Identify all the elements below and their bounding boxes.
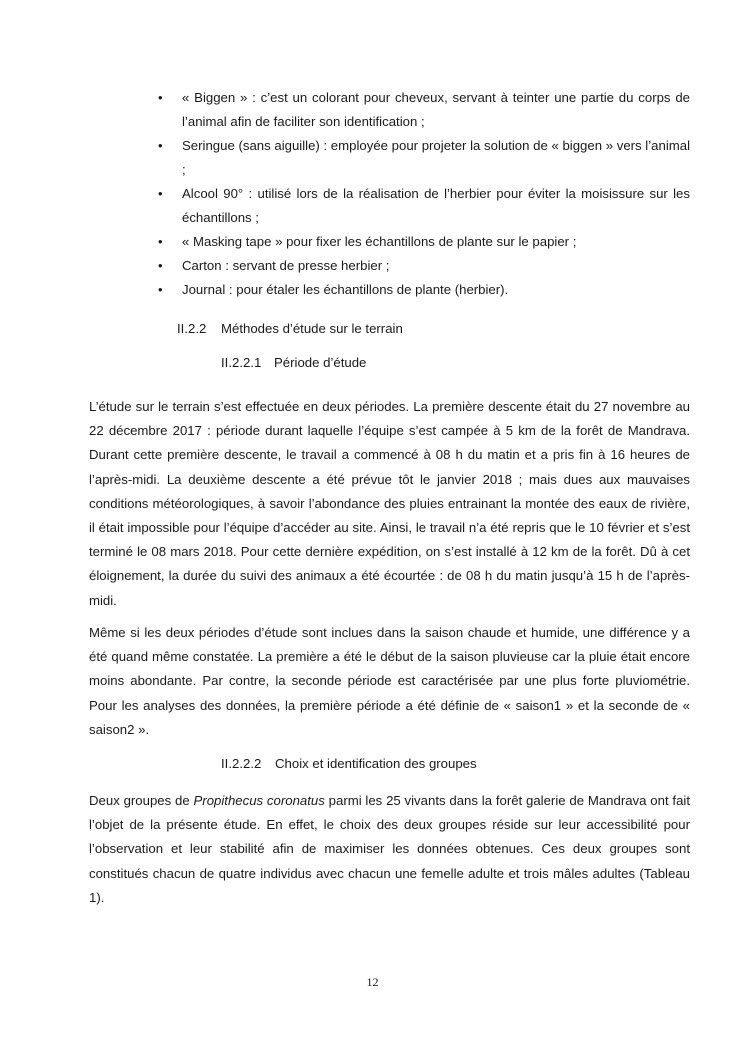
paragraph-text: Deux groupes de xyxy=(89,793,194,808)
page-number: 12 xyxy=(366,975,379,989)
subsection-title: Choix et identification des groupes xyxy=(275,756,477,771)
bullet-icon: • xyxy=(158,258,163,273)
paragraph-study-period: L’étude sur le terrain s’est effectuée en deux périodes. La première descente était du 27 novembre au 22 décembre 2017 : période durant laquelle l’équipe s’est campée à 5 km de la forêt de Mandrava. Durant cette première descente, le travail a commencé à 08 h du matin et a pris fin à 16 heures de l’après-midi. La deuxième descente a été prévue tôt le janvier 2018 ; mais dues aux mauvaises conditions météorologiques, à savoir l’abondance des pluies entrainant la montée des eaux de rivière, il était impossible pour l’équipe d’accéder au site. Ainsi, le travail n’a été repris que le 10 février et s’est terminé le 08 mars 2018. Pour cette dernière expédition, on s’est installé à 12 km de la forêt. Dû à cet éloignement, la durée du suivi des animaux a été écourtée : de 08 h du matin jusqu’à 15 h de l’après-midi. xyxy=(89,399,690,608)
list-item-text: « Biggen » : c’est un colorant pour cheveux, servant à teinter une partie du corps de l’animal afin de faciliter son identification ; xyxy=(182,90,690,129)
list-item xyxy=(158,86,690,134)
paragraph-groups xyxy=(89,789,690,910)
list-item xyxy=(158,182,690,230)
list-item-text: « Masking tape » pour fixer les échantillons de plante sur le papier ; xyxy=(182,234,577,249)
subsection-heading-group-choice xyxy=(221,754,477,774)
bullet-icon: • xyxy=(158,186,163,201)
materials-bullet-list xyxy=(158,86,691,302)
list-item xyxy=(158,134,691,182)
list-item-text: Carton : servant de presse herbier ; xyxy=(182,258,390,273)
species-name: Propithecus coronatus xyxy=(193,793,325,808)
list-item-text: Alcool 90° : utilisé lors de la réalisation de l’herbier pour éviter la moisissure sur les échantillons ; xyxy=(182,186,690,225)
list-item-text: Journal : pour étaler les échantillons de plante (herbier). xyxy=(182,282,509,297)
bullet-icon: • xyxy=(158,234,163,249)
list-item xyxy=(158,230,690,254)
paragraph-seasons: Même si les deux périodes d’étude sont inclues dans la saison chaude et humide, une différence y a été quand même constatée. La première a été le début de la saison pluvieuse car la pluie était encore moins abondante. Par contre, la seconde période est caractérisée par une plus forte pluviométrie. Pour les analyses des données, la première période a été définie de « saison1 » et la seconde de « saison2 ». xyxy=(89,625,690,737)
subsection-title: Période d’étude xyxy=(274,355,367,370)
bullet-icon: • xyxy=(158,282,163,297)
subsection-number: II.2.2.2 xyxy=(221,756,262,771)
bullet-icon: • xyxy=(158,90,163,105)
list-item xyxy=(158,278,690,302)
list-item xyxy=(158,254,690,278)
list-item-text: Seringue (sans aiguille) : employée pour projeter la solution de « biggen » vers l’animal ; xyxy=(182,138,691,177)
section-title: Méthodes d’étude sur le terrain xyxy=(221,321,403,336)
subsection-heading-study-period xyxy=(221,353,366,373)
subsection-number: II.2.2.1 xyxy=(221,355,262,370)
paragraph-text: parmi les 25 vivants dans la forêt galerie de Mandrava ont fait l’objet de la présente étude. En effet, le choix des deux groupes réside sur leur accessibilité pour l’observation et leur stabilité afin de maximiser les données obtenues. Ces deux groupes sont constitués chacun de quatre individus avec chacun une femelle adulte et trois mâles adultes (Tableau 1). xyxy=(89,793,691,905)
section-number: II.2.2 xyxy=(177,321,207,336)
bullet-icon: • xyxy=(158,138,163,153)
section-heading-methods xyxy=(177,319,403,339)
